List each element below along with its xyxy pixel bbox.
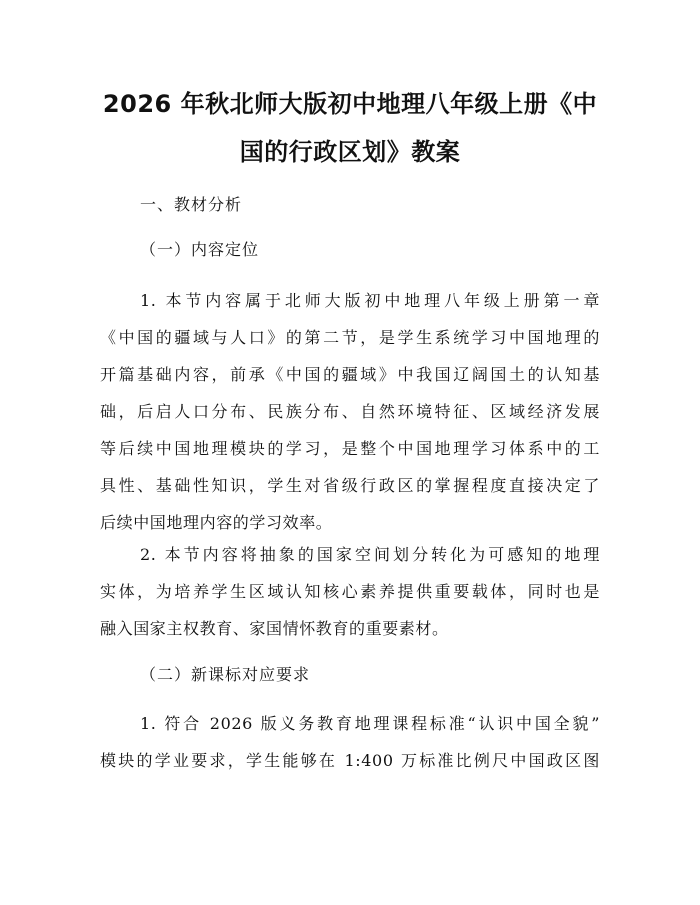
text-line: 础，后启人口分布、民族分布、自然环境特征、区域经济发展 xyxy=(100,402,600,421)
text-line: 等后续中国地理模块的学习，是整个中国地理学习体系中的工 xyxy=(100,439,600,458)
text-line: 模块的学业要求，学生能够在 1:400 万标准比例尺中国政区图 xyxy=(100,751,600,770)
subsection-heading-curriculum-requirements: （二）新课标对应要求 xyxy=(140,665,311,684)
text-line: 具性、基础性知识，学生对省级行政区的掌握程度直接决定了 xyxy=(100,476,600,495)
text-line: 开篇基础内容，前承《中国的疆域》中我国辽阔国土的认知基 xyxy=(100,365,600,384)
text-line: 《中国的疆域与人口》的第二节，是学生系统学习中国地理的 xyxy=(100,328,600,347)
text-line: 后续中国地理内容的学习效率。 xyxy=(100,513,333,532)
text-line: 融入国家主权教育、家国情怀教育的重要素材。 xyxy=(100,619,449,638)
text-line: 1. 符合 2026 版义务教育地理课程标准“认识中国全貌” xyxy=(140,714,600,733)
text-line: 1. 本节内容属于北师大版初中地理八年级上册第一章 xyxy=(140,291,600,310)
paragraph-content-positioning-2 xyxy=(100,536,600,647)
subsection-heading-content-positioning: （一）内容定位 xyxy=(140,240,260,259)
document-title-line-2: 国的行政区划》教案 xyxy=(239,138,461,166)
section-heading-textbook-analysis: 一、教材分析 xyxy=(140,195,243,214)
document-title-line-1: 2026 年秋北师大版初中地理八年级上册《中 xyxy=(102,90,598,118)
paragraph-curriculum-requirements-1 xyxy=(100,705,600,779)
text-line: 2. 本节内容将抽象的国家空间划分转化为可感知的地理 xyxy=(140,545,600,564)
text-line: 实体，为培养学生区域认知核心素养提供重要载体，同时也是 xyxy=(100,582,600,601)
paragraph-content-positioning-1 xyxy=(100,282,600,541)
